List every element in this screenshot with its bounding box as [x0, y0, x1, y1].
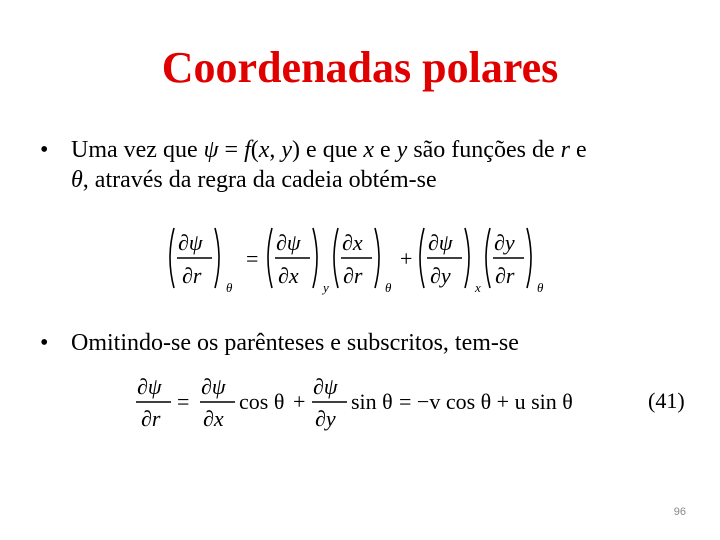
bullet-text [71, 135, 587, 195]
svg-text:∂ψ: ∂ψ [201, 374, 226, 399]
chain-rule-equation [168, 222, 558, 298]
page-number: 96 [673, 506, 686, 518]
svg-text:= −v cos θ + u sin θ: = −v cos θ + u sin θ [399, 389, 573, 414]
eq1-den-1: ∂r [182, 263, 202, 288]
svg-text:∂ψ: ∂ψ [276, 230, 301, 255]
svg-text:θ: θ [537, 280, 544, 295]
svg-text:∂r: ∂r [343, 263, 363, 288]
svg-text:∂r: ∂r [495, 263, 515, 288]
svg-text:y: y [323, 280, 329, 295]
svg-text:∂x: ∂x [278, 263, 299, 288]
svg-text:x: x [475, 280, 481, 295]
eq1-num-1: ∂ψ [178, 230, 203, 255]
svg-text:∂x: ∂x [342, 230, 363, 255]
bullet-omitting [40, 328, 700, 360]
svg-text:=: = [177, 389, 190, 414]
svg-text:sin θ: sin θ [351, 389, 393, 414]
bullet-chain-rule [40, 135, 700, 199]
bullet-line-1: Uma vez que ψ = f(x, y) e que x e y são funções de r e [71, 137, 587, 163]
eq1-plus: + [400, 246, 413, 271]
eq1-sub-1: θ [226, 280, 233, 295]
svg-text:θ: θ [385, 280, 392, 295]
svg-text:∂ψ: ∂ψ [137, 374, 162, 399]
bullet-text: Omitindo-se os parênteses e subscritos, tem-se [71, 330, 519, 356]
slide-title: Coordenadas polares [161, 43, 559, 92]
svg-text:∂y: ∂y [494, 230, 515, 255]
svg-text:∂y: ∂y [315, 406, 336, 431]
simplified-equation [133, 370, 603, 434]
svg-text:∂r: ∂r [141, 406, 161, 431]
bullet-marker: • [40, 137, 49, 163]
equation-number: (41) [648, 388, 685, 413]
bullet-marker: • [40, 330, 49, 356]
eq1-equals: = [246, 246, 259, 271]
svg-text:∂y: ∂y [430, 263, 451, 288]
svg-text:∂ψ: ∂ψ [428, 230, 453, 255]
svg-text:+: + [293, 389, 306, 414]
svg-text:∂ψ: ∂ψ [313, 374, 338, 399]
svg-text:cos θ: cos θ [239, 389, 285, 414]
svg-text:∂x: ∂x [203, 406, 224, 431]
bullet-line-2: θ, através da regra da cadeia obtém-se [71, 167, 437, 193]
